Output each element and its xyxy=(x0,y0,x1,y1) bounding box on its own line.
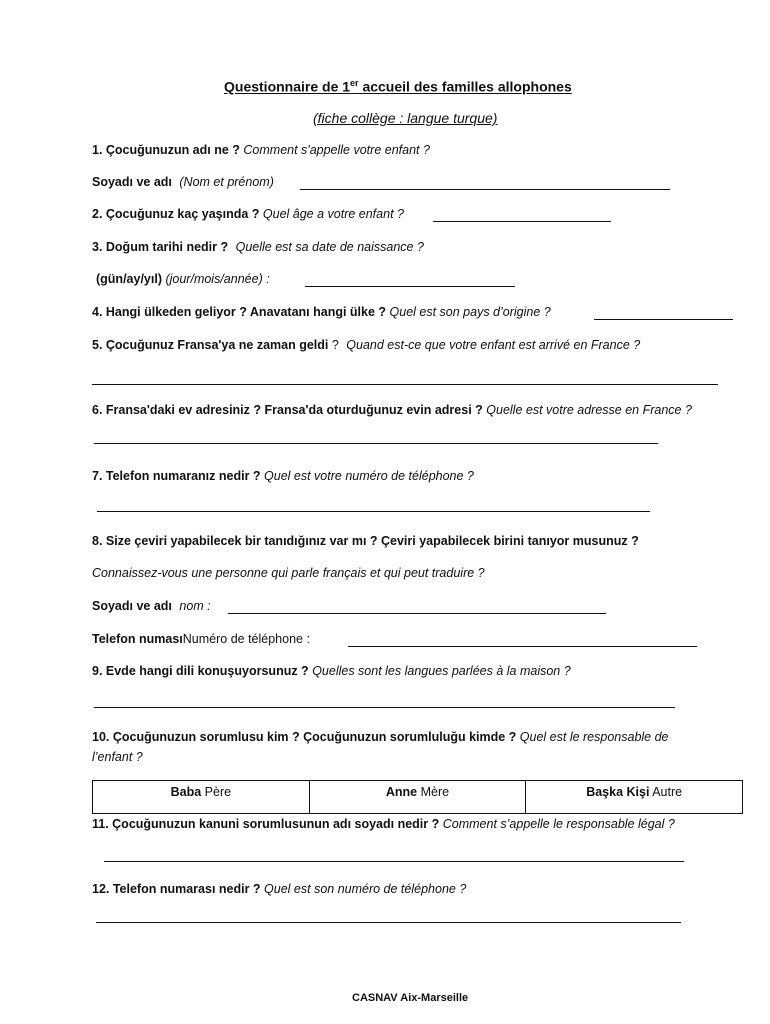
question-10 xyxy=(92,730,669,744)
question-3-date-label xyxy=(96,272,270,286)
date-format-turkish: (gün/ay/yıl) xyxy=(96,272,162,286)
question-8-phone-label xyxy=(92,632,310,646)
question-6 xyxy=(92,403,692,417)
question-3 xyxy=(92,240,424,254)
question-2 xyxy=(92,207,404,221)
option-other-french: Autre xyxy=(652,785,683,799)
question-12 xyxy=(92,882,466,896)
option-mother[interactable] xyxy=(309,781,526,814)
answer-line-country[interactable] xyxy=(594,319,733,320)
question-4-turkish: 4. Hangi ülkeden geliyor ? Anavatanı hangi ülke ? xyxy=(92,305,387,319)
answer-line-legal-name[interactable] xyxy=(104,861,684,862)
question-5-mark: ? xyxy=(331,338,339,352)
question-1 xyxy=(92,143,430,157)
question-8-french: Connaissez-vous une personne qui parle français et qui peut traduire ? xyxy=(92,566,485,580)
answer-line-name[interactable] xyxy=(300,189,670,190)
document-title xyxy=(224,78,572,95)
translator-phone-french: Numéro de téléphone : xyxy=(182,632,310,646)
question-3-french: Quelle est sa date de naissance ? xyxy=(235,240,424,254)
question-1-name-label xyxy=(92,175,274,189)
option-mother-turkish: Anne xyxy=(385,785,418,799)
footer-organization: CASNAV Aix-Marseille xyxy=(352,992,469,1004)
question-12-french: Quel est son numéro de téléphone ? xyxy=(264,882,467,896)
translator-phone-turkish: Telefon numası xyxy=(92,632,183,646)
title-text-start: Questionnaire de 1 xyxy=(224,78,351,95)
option-other[interactable] xyxy=(526,781,743,814)
question-8-turkish: 8. Size çeviri yapabilecek bir tanıdığınız var mı ? Çeviri yapabilecek birini tanıyor musunuz ? xyxy=(92,534,639,548)
question-11-french: Comment s’appelle le responsable légal ? xyxy=(442,817,675,831)
title-text-end: accueil des familles allophones xyxy=(358,78,572,95)
question-8-name-label xyxy=(92,599,211,613)
date-format-french: (jour/mois/année) : xyxy=(165,272,270,286)
answer-line-translator-phone[interactable] xyxy=(348,646,697,647)
option-father-french: Père xyxy=(204,785,232,799)
question-11 xyxy=(92,817,675,831)
question-9-turkish: 9. Evde hangi dili konuşuyorsunuz ? xyxy=(92,664,309,678)
responsible-table xyxy=(92,780,743,814)
answer-line-birthdate[interactable] xyxy=(305,286,515,287)
question-12-turkish: 12. Telefon numarası nedir ? xyxy=(92,882,261,896)
answer-line-address[interactable] xyxy=(94,443,658,444)
answer-line-translator-name[interactable] xyxy=(228,613,606,614)
name-label-french: (Nom et prénom) xyxy=(179,175,274,189)
document-subtitle: (fiche collège : langue turque) xyxy=(313,110,498,126)
question-1-french: Comment s'appelle votre enfant ? xyxy=(243,143,430,157)
question-10-french-line1: Quel est le responsable de xyxy=(519,730,669,744)
table-row xyxy=(93,781,743,814)
answer-line-age[interactable] xyxy=(433,221,611,222)
question-9-french: Quelles sont les langues parlées à la maison ? xyxy=(312,664,571,678)
answer-line-phone[interactable] xyxy=(97,511,650,512)
question-10-french-line2: l’enfant ? xyxy=(92,750,143,764)
question-10-turkish: 10. Çocuğunuzun sorumlusu kim ? Çocuğunuzun sorumluluğu kimde ? xyxy=(92,730,517,744)
question-9 xyxy=(92,664,571,678)
answer-line-arrival[interactable] xyxy=(92,384,718,385)
answer-line-languages[interactable] xyxy=(94,707,675,708)
question-7-turkish: 7. Telefon numaranız nedir ? xyxy=(92,469,261,483)
question-6-turkish: 6. Fransa'daki ev adresiniz ? Fransa'da oturduğunuz evin adresi ? xyxy=(92,403,483,417)
question-6-french: Quelle est votre adresse en France ? xyxy=(486,403,692,417)
question-4-french: Quel est son pays d’origine ? xyxy=(389,305,551,319)
question-5 xyxy=(92,338,640,352)
name-label-turkish: Soyadı ve adı xyxy=(92,175,172,189)
question-5-turkish: 5. Çocuğunuz Fransa'ya ne zaman geldi xyxy=(92,338,329,352)
question-3-turkish: 3. Doğum tarihi nedir ? xyxy=(92,240,229,254)
option-mother-french: Mère xyxy=(420,785,450,799)
option-other-turkish: Başka Kişi xyxy=(586,785,650,799)
question-11-turkish: 11. Çocuğunuzun kanuni sorumlusunun adı soyadı nedir ? xyxy=(92,817,440,831)
question-8 xyxy=(92,534,639,548)
option-father[interactable] xyxy=(93,781,310,814)
question-7-french: Quel est votre numéro de téléphone ? xyxy=(264,469,474,483)
question-7 xyxy=(92,469,474,483)
translator-name-turkish: Soyadı ve adı xyxy=(92,599,172,613)
question-2-turkish: 2. Çocuğunuz kaç yaşında ? xyxy=(92,207,260,221)
question-1-turkish: 1. Çocuğunuzun adı ne ? xyxy=(92,143,240,157)
question-2-french: Quel âge a votre enfant ? xyxy=(262,207,404,221)
translator-name-french: nom : xyxy=(179,599,211,613)
option-father-turkish: Baba xyxy=(170,785,202,799)
title-superscript: er xyxy=(350,78,359,88)
question-4 xyxy=(92,305,551,319)
answer-line-legal-phone[interactable] xyxy=(96,922,681,923)
question-5-french: Quand est-ce que votre enfant est arrivé en France ? xyxy=(346,338,641,352)
